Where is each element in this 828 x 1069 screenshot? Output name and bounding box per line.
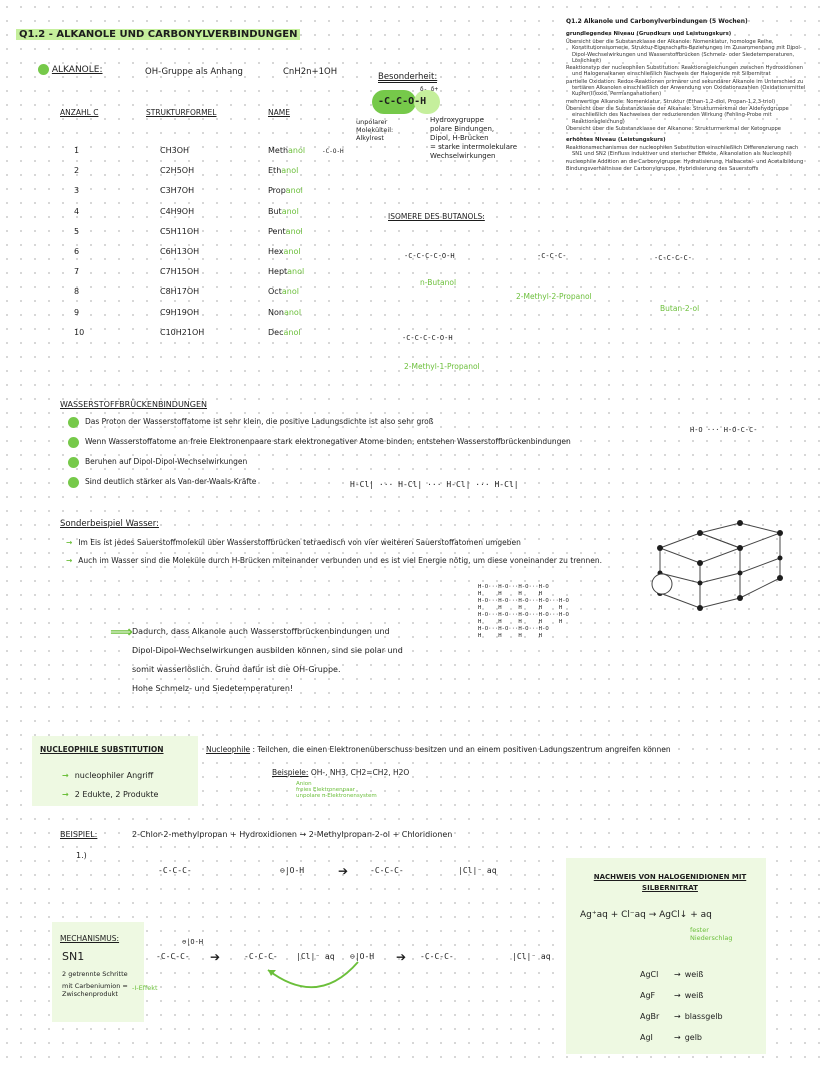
methanol-structure: -C-O-H bbox=[322, 148, 344, 155]
mech-note: mit Carbeniumion = Zwischenprodukt bbox=[62, 982, 128, 998]
row-name-stem: Hex bbox=[268, 247, 284, 256]
nachweis-list bbox=[640, 964, 723, 1048]
row-formula: C3H7OH bbox=[160, 186, 195, 196]
wasser-conclusion-line: Hohe Schmelz- und Siedetemperaturen! bbox=[132, 684, 294, 693]
wasser-conclusion-line: Dadurch, dass Alkanole auch Wasserstoffbrückenbindungen und bbox=[132, 627, 390, 636]
carbenium-ion: -C-C-C- bbox=[244, 952, 278, 961]
row-name-suffix: anol bbox=[281, 166, 299, 176]
row-count: 7 bbox=[74, 267, 80, 277]
wasser-point-text: Auch im Wasser sind die Moleküle durch H-Brücken miteinander verbunden und es ist viel Energie nötig, um diese voneinander zu trennen. bbox=[78, 556, 602, 565]
hcl-chain: H-Cl| ··· H-Cl| ··· H-Cl| ··· H-Cl| bbox=[350, 480, 519, 489]
table-row bbox=[0, 287, 360, 303]
row-name-suffix: anol bbox=[285, 186, 303, 196]
wbb-point-text: Das Proton der Wasserstoffatome ist sehr klein, die positive Ladungsdichte ist also sehr groß bbox=[85, 417, 434, 426]
reactant-structure: -C-C-C- bbox=[158, 866, 192, 875]
row-formula: C6H13OH bbox=[160, 247, 200, 256]
page-title bbox=[16, 22, 300, 41]
header-name: NAME bbox=[268, 108, 290, 117]
row-name-stem: Dec bbox=[268, 327, 284, 337]
syllabus-basic-list bbox=[566, 39, 806, 132]
row-name-stem: Meth bbox=[268, 146, 289, 155]
nachweis-title: NACHWEIS VON HALOGENIDIONEN MIT SILBERNITRAT bbox=[593, 873, 747, 892]
wasser-conclusion-text bbox=[132, 622, 403, 698]
besonderheit-right-line: = starke intermolekulare bbox=[430, 143, 518, 151]
isomer-structure-4: -C-C-C-C-O-H bbox=[402, 334, 453, 342]
syllabus-basic-item: mehrwertige Alkanole: Nomenklatur, Struktur (Ethan-1,2-diol, Propan-1,2,3-triol) bbox=[566, 98, 776, 105]
reaction-arrow-icon: ➔ bbox=[338, 864, 349, 878]
bullet-dot-icon bbox=[38, 64, 49, 75]
wbb-point bbox=[68, 415, 708, 435]
alkanole-header bbox=[38, 64, 103, 75]
ice-lattice-drawing bbox=[640, 518, 810, 616]
row-name-suffix: anol bbox=[288, 146, 306, 155]
syllabus-basic-item: partielle Oxidation: Redox-Reaktionen primärer und sekundärer Alkanole im Unterschied zu tertiären Alkanolen einschließlich der Anwendung von Oxidationszahlen (Oxidationsmittel Kupfer(II)oxid, Permanganationen) bbox=[566, 78, 806, 98]
arrow-right-icon: → bbox=[62, 771, 69, 780]
row-name-suffix: anol bbox=[281, 287, 299, 297]
row-name bbox=[268, 328, 301, 337]
nachweis-color: blassgelb bbox=[684, 1012, 723, 1021]
besonderheit-charges: δ- δ+ bbox=[420, 86, 439, 93]
nachweis-salt: AgI bbox=[640, 1033, 653, 1042]
table-row bbox=[0, 166, 360, 182]
row-name bbox=[268, 308, 301, 317]
row-count: 9 bbox=[74, 307, 80, 317]
nachweis-color: gelb bbox=[684, 1033, 703, 1042]
mech-label: MECHANISMUS: bbox=[60, 934, 120, 943]
besonderheit-title: Besonderheit: bbox=[378, 72, 438, 82]
mech-arrow-2-icon: ➔ bbox=[396, 950, 407, 964]
nachweis-item bbox=[640, 1006, 723, 1027]
syllabus-panel bbox=[566, 18, 806, 173]
wasser-point-text: Im Eis ist jedes Sauerstoffmolekül über Wasserstoffbrücken tetraedisch von vier weiteren Sauerstoffatomen umgeben bbox=[78, 538, 521, 547]
table-row bbox=[0, 186, 360, 202]
row-name-suffix: anol bbox=[283, 247, 301, 256]
row-count: 2 bbox=[74, 166, 80, 176]
table-row bbox=[0, 328, 360, 344]
attack-arrow-drawing bbox=[258, 958, 368, 1000]
row-name-suffix: anol bbox=[283, 307, 302, 317]
beispiel-equation: 2-Chlor-2-methylpropan + Hydroxidionen → 2-Methylpropan-2-ol + Chloridionen bbox=[132, 830, 453, 839]
row-name-suffix: anol bbox=[281, 206, 299, 216]
alkanole-desc: OH-Gruppe als Anhang bbox=[145, 67, 243, 77]
syllabus-advanced-list bbox=[566, 145, 806, 172]
row-name bbox=[268, 267, 304, 276]
row-name bbox=[268, 166, 298, 175]
alkanole-formula: CnH2n+1OH bbox=[283, 67, 338, 77]
nucleophile-def: Teilchen, die einen Elektronenüberschuss besitzen und an einem positiven Ladungszentrum angreifen können bbox=[257, 745, 671, 754]
row-name bbox=[268, 287, 299, 296]
table-row bbox=[0, 267, 360, 283]
chloride-structure: |Cl|⁻ aq bbox=[458, 866, 497, 875]
nachweis-equation: Ag⁺aq + Cl⁻aq → AgCl↓ + aq bbox=[580, 910, 712, 920]
product-structure: -C-C-C- bbox=[370, 866, 404, 875]
wasser-conclusion bbox=[110, 622, 133, 641]
row-name-stem: Oct bbox=[268, 287, 282, 297]
row-formula: C2H5OH bbox=[160, 166, 195, 176]
wasser-point bbox=[66, 556, 626, 566]
arrow-right-icon: → bbox=[674, 1012, 681, 1021]
isomer-name-1: n-Butanol bbox=[420, 278, 457, 287]
syllabus-basic-item: Reaktionstyp der nucleophilen Substitution: Reaktionsgleichungen zwischen Hydroxidionen und Halogenalkanen einschließlich Nachweis der Halogenide mit Silbernitrat bbox=[566, 65, 803, 78]
besonderheit-right-note bbox=[430, 116, 517, 161]
ns-examples bbox=[272, 768, 409, 777]
syllabus-advanced-heading: erhöhtes Niveau (Leistungskurs) bbox=[566, 137, 666, 144]
wbb-point bbox=[68, 435, 708, 455]
ns-point-text: nucleophiler Angriff bbox=[74, 771, 154, 780]
nachweis-item bbox=[640, 964, 723, 985]
row-count: 10 bbox=[74, 327, 85, 337]
header-strukturformel: STRUKTURFORMEL bbox=[146, 108, 217, 117]
table-row bbox=[0, 207, 360, 223]
row-name-stem: Non bbox=[268, 307, 284, 317]
row-count: 6 bbox=[74, 247, 80, 256]
water-network-line: H-O···H-O···H-O···H-O bbox=[478, 584, 549, 590]
isomer-name-2: 2-Methyl-2-Propanol bbox=[516, 292, 592, 301]
wbb-point bbox=[68, 455, 708, 475]
arrow-right-icon: → bbox=[62, 790, 69, 799]
water-network bbox=[478, 584, 569, 640]
row-name-stem: Hept bbox=[268, 267, 288, 277]
bullet-dot-icon bbox=[68, 457, 79, 468]
table-row bbox=[0, 308, 360, 324]
water-network-line: H H H H bbox=[478, 633, 542, 639]
ns-definition: Nucleophile : Teilchen, die einen Elektronenüberschuss besitzen und an einem positiven Ladungszentrum angreifen können bbox=[206, 745, 671, 754]
row-name-stem: But bbox=[268, 206, 282, 216]
syllabus-advanced-item: nucleophile Addition an die Carbonylgruppe: Hydratisierung, Halbacetal- und Acetalbildung bbox=[566, 158, 804, 165]
nachweis-note: fester Niederschlag bbox=[690, 926, 733, 942]
ns-title: NUCLEOPHILE SUBSTITUTION bbox=[40, 745, 164, 754]
row-count: 8 bbox=[74, 287, 80, 297]
row-name bbox=[268, 247, 301, 256]
table-row bbox=[0, 247, 360, 263]
besonderheit-right-line: Dipol, H-Brücken bbox=[430, 134, 489, 142]
besonderheit-right-line: Hydroxygruppe bbox=[430, 116, 484, 124]
wasser-conclusion-line: somit wasserlöslich. Grund dafür ist die OH-Gruppe. bbox=[132, 665, 341, 674]
mech-notes bbox=[62, 970, 142, 1002]
bullet-dot-icon bbox=[68, 417, 79, 428]
mech-hydroxide-2: ⊖|O-H bbox=[350, 952, 375, 961]
bullet-dot-icon bbox=[68, 437, 79, 448]
row-name bbox=[268, 227, 303, 236]
wasser-points bbox=[66, 538, 626, 574]
mech-chloride-2: |Cl|⁻ aq bbox=[512, 952, 551, 961]
row-name bbox=[268, 146, 305, 155]
row-formula: CH3OH bbox=[160, 146, 190, 155]
row-formula: C7H15OH bbox=[160, 267, 200, 277]
ns-point bbox=[62, 785, 158, 804]
nachweis-color: weiß bbox=[684, 991, 704, 1000]
isomer-name-4: 2-Methyl-1-Propanol bbox=[404, 362, 480, 371]
isomer-structure-2: -C-C-C- bbox=[537, 252, 567, 260]
ns-point bbox=[62, 766, 158, 785]
alkanole-label: ALKANOLE: bbox=[51, 65, 103, 75]
wbb-title: WASSERSTOFFBRÜCKENBINDUNGEN bbox=[60, 400, 208, 409]
isomer-structure-1: -C-C-C-C-O-H bbox=[404, 252, 455, 260]
isomer-structure-3: -C-C-C-C- bbox=[654, 254, 692, 262]
mech-chloride: |Cl|⁻ aq bbox=[296, 952, 335, 961]
besonderheit-structure: -C-C-O-H bbox=[378, 96, 427, 107]
ns-example-note: freies Elektronenpaar bbox=[296, 787, 356, 793]
row-formula: C10H21OH bbox=[160, 327, 205, 337]
mech-arrow-icon: ➔ bbox=[210, 950, 221, 964]
header-anzahl: ANZAHL C bbox=[60, 108, 99, 117]
syllabus-basic-heading: grundlegendes Niveau (Grundkurs und Leistungskurs) bbox=[566, 31, 732, 37]
wasser-conclusion-line: Dipol-Dipol-Wechselwirkungen ausbilden können, sind sie polar und bbox=[132, 646, 403, 655]
alcohol-hbond-structure: H-O ··· H-O-C-C- bbox=[690, 426, 758, 434]
nachweis-salt: AgF bbox=[640, 991, 656, 1000]
syllabus-basic-item: Übersicht über die Substanzklasse der Alkanole: Nomenklatur, homologe Reihe, Konstitutionsisomerie, Struktur-Eigenschafts-Beziehungen im Zusammenhang mit Dipol-Dipol-Wechselwirkungen und Wasserstoffbrücken (Schmelz- oder Siedetemperaturen, Löslichkeit) bbox=[566, 39, 802, 64]
nachweis-salt: AgBr bbox=[640, 1012, 660, 1021]
wasser-point bbox=[66, 538, 626, 548]
row-name-stem: Pent bbox=[268, 226, 286, 236]
syllabus-advanced-item: Reaktionsmechanismus der nucleophilen Substitution einschließlich Differenzierung nach SN1 und SN2 (Einfluss induktiver und sterischer Effekte, Alkanolation als Nucleophil) bbox=[566, 145, 799, 158]
mech-reactant: -C-C-C- bbox=[156, 952, 190, 961]
row-name-suffix: anol bbox=[287, 267, 305, 277]
row-count: 4 bbox=[74, 206, 80, 216]
row-name bbox=[268, 207, 299, 216]
bullet-dot-icon bbox=[68, 477, 79, 488]
row-formula: C8H17OH bbox=[160, 287, 200, 297]
water-network-line: H H H H H bbox=[478, 605, 563, 611]
wasser-title: Sonderbeispiel Wasser: bbox=[60, 519, 159, 529]
arrow-right-icon: → bbox=[674, 991, 681, 1000]
nucleophile-label: Nucleophile bbox=[206, 745, 251, 754]
mech-type: SN1 bbox=[62, 950, 85, 963]
row-count: 1 bbox=[74, 146, 80, 155]
ns-example-notes bbox=[296, 781, 377, 799]
ns-example-note: unpolare π-Elektronensystem bbox=[296, 793, 377, 799]
row-count: 5 bbox=[74, 226, 80, 236]
beispiele-values: OH-, NH3, CH2=CH2, H2O bbox=[310, 768, 410, 777]
besonderheit-right-line: polare Bindungen, bbox=[430, 125, 495, 133]
water-network-line: H H H H H bbox=[478, 619, 563, 625]
row-count: 3 bbox=[74, 186, 80, 196]
syllabus-heading: Q1.2 Alkanole und Carbonylverbindungen (5 Wochen) bbox=[566, 18, 748, 25]
implication-arrow-icon: ⟹ bbox=[110, 622, 133, 641]
nachweis-item bbox=[640, 985, 723, 1006]
hydroxide-structure: ⊖|O-H bbox=[280, 866, 305, 875]
row-formula: C5H11OH bbox=[160, 226, 200, 236]
table-row bbox=[0, 227, 360, 243]
beispiel-step: 1.) bbox=[76, 851, 87, 860]
beispiel-label: BEISPIEL: bbox=[60, 830, 98, 839]
row-formula: C4H9OH bbox=[160, 206, 195, 216]
ns-points bbox=[62, 766, 158, 804]
row-name-stem: Prop bbox=[268, 186, 286, 196]
isomere-title: ISOMERE DES BUTANOLS: bbox=[388, 212, 485, 221]
water-network-line: H H H H bbox=[478, 591, 542, 597]
row-name bbox=[268, 186, 303, 195]
besonderheit-right-line: Wechselwirkungen bbox=[430, 152, 496, 160]
water-network-line: H-O···H-O···H-O···H-O···H-O bbox=[478, 598, 569, 604]
water-network-line: H-O···H-O···H-O···H-O bbox=[478, 626, 549, 632]
arrow-right-icon: → bbox=[674, 1033, 681, 1042]
nachweis-salt: AgCl bbox=[640, 970, 659, 979]
water-network-line: H-O···H-O···H-O···H-O···H-O bbox=[478, 612, 569, 618]
row-name-suffix: anol bbox=[283, 327, 301, 337]
inductive-effect: -I-Effekt bbox=[132, 984, 158, 992]
ns-point-text: 2 Edukte, 2 Produkte bbox=[74, 790, 159, 799]
arrow-right-icon: → bbox=[66, 556, 73, 565]
syllabus-advanced-item: Bindungsverhältnisse der Carbonylgruppe, Hybridisierung des Sauerstoffs bbox=[566, 166, 759, 173]
wbb-point-text: Sind deutlich stärker als Van-der-Waals-Kräfte bbox=[85, 477, 257, 486]
ns-example-note: Anion bbox=[296, 781, 312, 787]
row-name-suffix: anol bbox=[285, 226, 303, 236]
syllabus-basic-item: Übersicht über die Substanzklasse der Alkanale: Strukturmerkmal der Aldehydgruppe einschließlich des Nachweises der reduzierenden Wirkung (Fehling-Probe mit Reaktionsgleichung) bbox=[566, 105, 789, 125]
besonderheit-left-note: unpolarer Molekülteil: Alkylrest bbox=[356, 118, 394, 142]
mech-product: -C-C-C- bbox=[420, 952, 454, 961]
row-name-stem: Eth bbox=[268, 166, 282, 176]
wbb-point-text: Wenn Wasserstoffatome an freie Elektronenpaare stark elektronegativer Atome binden, entstehen Wasserstoffbrückenbindungen bbox=[85, 437, 571, 446]
arrow-right-icon: → bbox=[66, 538, 73, 547]
nachweis-item bbox=[640, 1027, 723, 1048]
isomer-name-3: Butan-2-ol bbox=[660, 304, 700, 313]
syllabus-basic-item: Übersicht über die Substanzklasse der Alkanone: Strukturmerkmal der Ketogruppe bbox=[566, 125, 781, 132]
title-text: Q1.2 - ALKANOLE UND CARBONYLVERBINDUNGEN bbox=[16, 29, 300, 40]
table-row bbox=[0, 146, 360, 162]
mech-hydroxide: ⊖|O-H bbox=[182, 938, 204, 946]
wbb-point-text: Beruhen auf Dipol-Dipol-Wechselwirkungen bbox=[85, 457, 248, 466]
mech-note: 2 getrennte Schritte bbox=[62, 970, 128, 978]
nachweis-color: weiß bbox=[684, 970, 704, 979]
row-formula: C9H19OH bbox=[160, 307, 200, 317]
beispiele-label: Beispiele: bbox=[272, 768, 309, 777]
arrow-right-icon: → bbox=[674, 970, 681, 979]
